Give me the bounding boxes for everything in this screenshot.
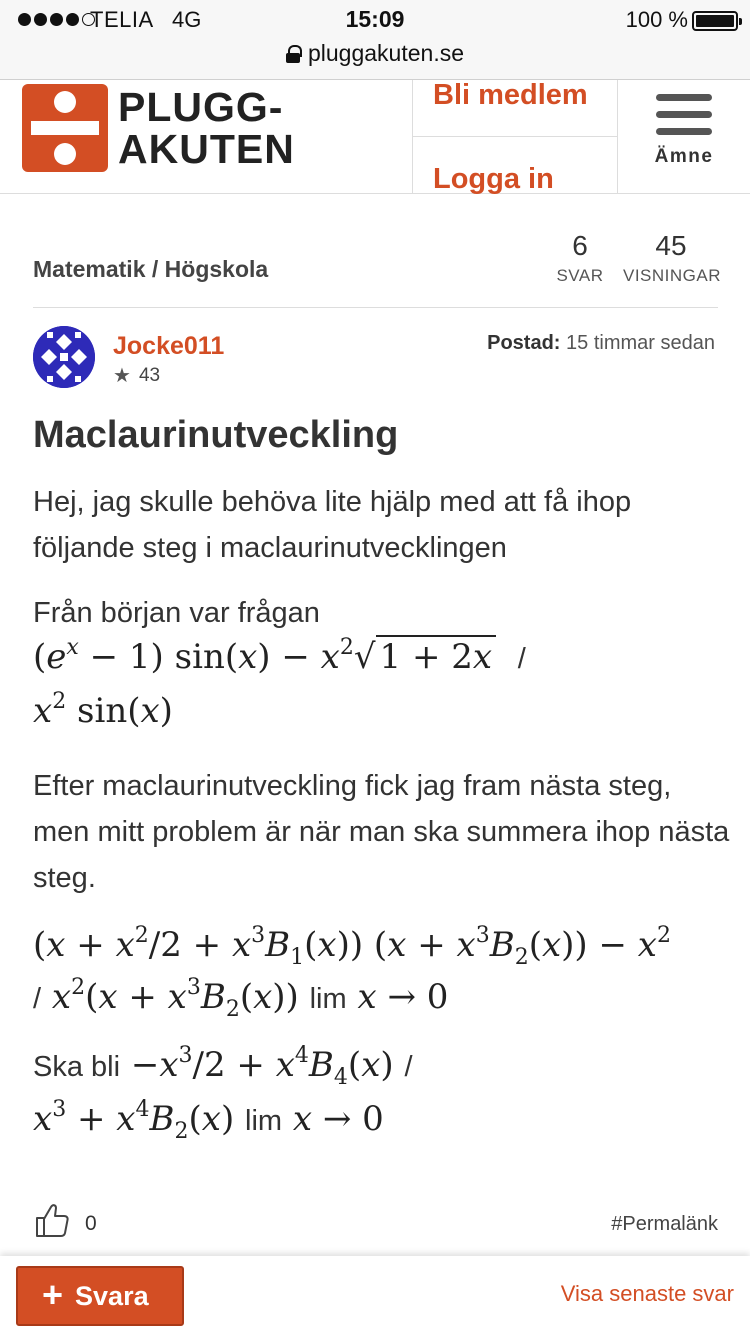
- carrier-name: TELIA: [90, 7, 154, 32]
- status-time: 15:09: [345, 6, 405, 32]
- login-link[interactable]: Logga in: [433, 163, 554, 195]
- posted-info: [487, 332, 715, 355]
- permalink[interactable]: #Permalänk: [611, 1213, 718, 1235]
- answers-count: 6: [572, 230, 588, 261]
- result-formula: Ska bli $-x^3/2 + x^4B_4(x)$ /: [33, 1043, 413, 1090]
- result-block: [33, 1039, 733, 1147]
- answers-stat: [553, 230, 607, 286]
- steps-formula: $(x + x^2/2 + x^3B_1(x))$ $(x + x^3B_2(x)) - x^2$: [33, 923, 671, 970]
- reputation-value: 43: [138, 365, 161, 386]
- posted-time: 15 timmar sedan: [566, 332, 715, 354]
- subject-menu-label: Ämne: [654, 146, 714, 167]
- account-links: [412, 80, 618, 194]
- division-logo-icon: [22, 84, 108, 172]
- post-intro: Hej, jag skulle behöva lite hjälp med att få ihop följande steg i maclaurinutvecklingen: [33, 486, 632, 564]
- topic-bar: [33, 226, 722, 308]
- avatar[interactable]: [33, 326, 95, 388]
- post: [33, 324, 733, 1147]
- star-icon: ★: [113, 365, 131, 387]
- network-type: 4G: [172, 7, 202, 32]
- url-text: pluggakuten.se: [307, 40, 464, 66]
- result-denominator: $x^3 + x^4B_2(x)$ lim x → 0: [33, 1097, 384, 1144]
- question-block: [33, 595, 733, 737]
- plus-icon: +: [42, 1273, 64, 1315]
- steps-formula-block: [33, 919, 750, 1025]
- site-logo[interactable]: [22, 84, 295, 172]
- author-name[interactable]: Jocke011: [113, 332, 225, 360]
- logo-wordmark: PLUGG- AKUTEN: [118, 84, 295, 172]
- thumbs-up-icon[interactable]: [33, 1202, 71, 1240]
- become-member-link[interactable]: Bli medlem: [413, 80, 617, 137]
- question-lead: Från början var frågan: [33, 597, 320, 629]
- reply-label: Svara: [75, 1280, 149, 1311]
- address-bar[interactable]: [0, 40, 750, 67]
- site-header: [0, 80, 750, 194]
- reply-button[interactable]: [16, 1266, 184, 1326]
- steps-denominator: / $x^2(x + x^3B_2(x))$ lim x → 0: [33, 975, 449, 1022]
- steps-text: Efter maclaurinutveckling fick jag fram nästa steg, men mitt problem är när man ska summera ihop nästa steg.: [33, 770, 730, 894]
- author-row: [33, 324, 733, 396]
- post-title: Maclaurinutveckling: [33, 414, 399, 456]
- breadcrumb[interactable]: Matematik / Högskola: [33, 256, 269, 282]
- hamburger-menu-icon: [656, 94, 712, 136]
- result-lead: Ska bli: [33, 1051, 121, 1083]
- posted-label: Postad:: [487, 332, 561, 354]
- battery-percent: 100 %: [625, 7, 688, 32]
- question-denominator: $x^2$ sin(x): [33, 689, 173, 731]
- post-footer: [33, 1198, 718, 1248]
- views-stat: [623, 230, 722, 286]
- question-formula: $(e^x - 1) \sin(x) - x^2√$ 1 + 2x /: [33, 635, 526, 677]
- show-latest-reply-link[interactable]: Visa senaste svar: [560, 1281, 734, 1306]
- subject-menu-button[interactable]: [618, 80, 750, 194]
- answers-label: SVAR: [556, 266, 604, 285]
- views-count: 45: [655, 230, 687, 261]
- author-reputation: [113, 365, 160, 387]
- battery-icon: [692, 11, 738, 31]
- likes-count: 0: [85, 1212, 97, 1235]
- status-bar: [0, 0, 750, 80]
- lock-icon: [286, 45, 300, 63]
- bottom-action-bar: [0, 1256, 750, 1334]
- views-label: VISNINGAR: [623, 266, 722, 285]
